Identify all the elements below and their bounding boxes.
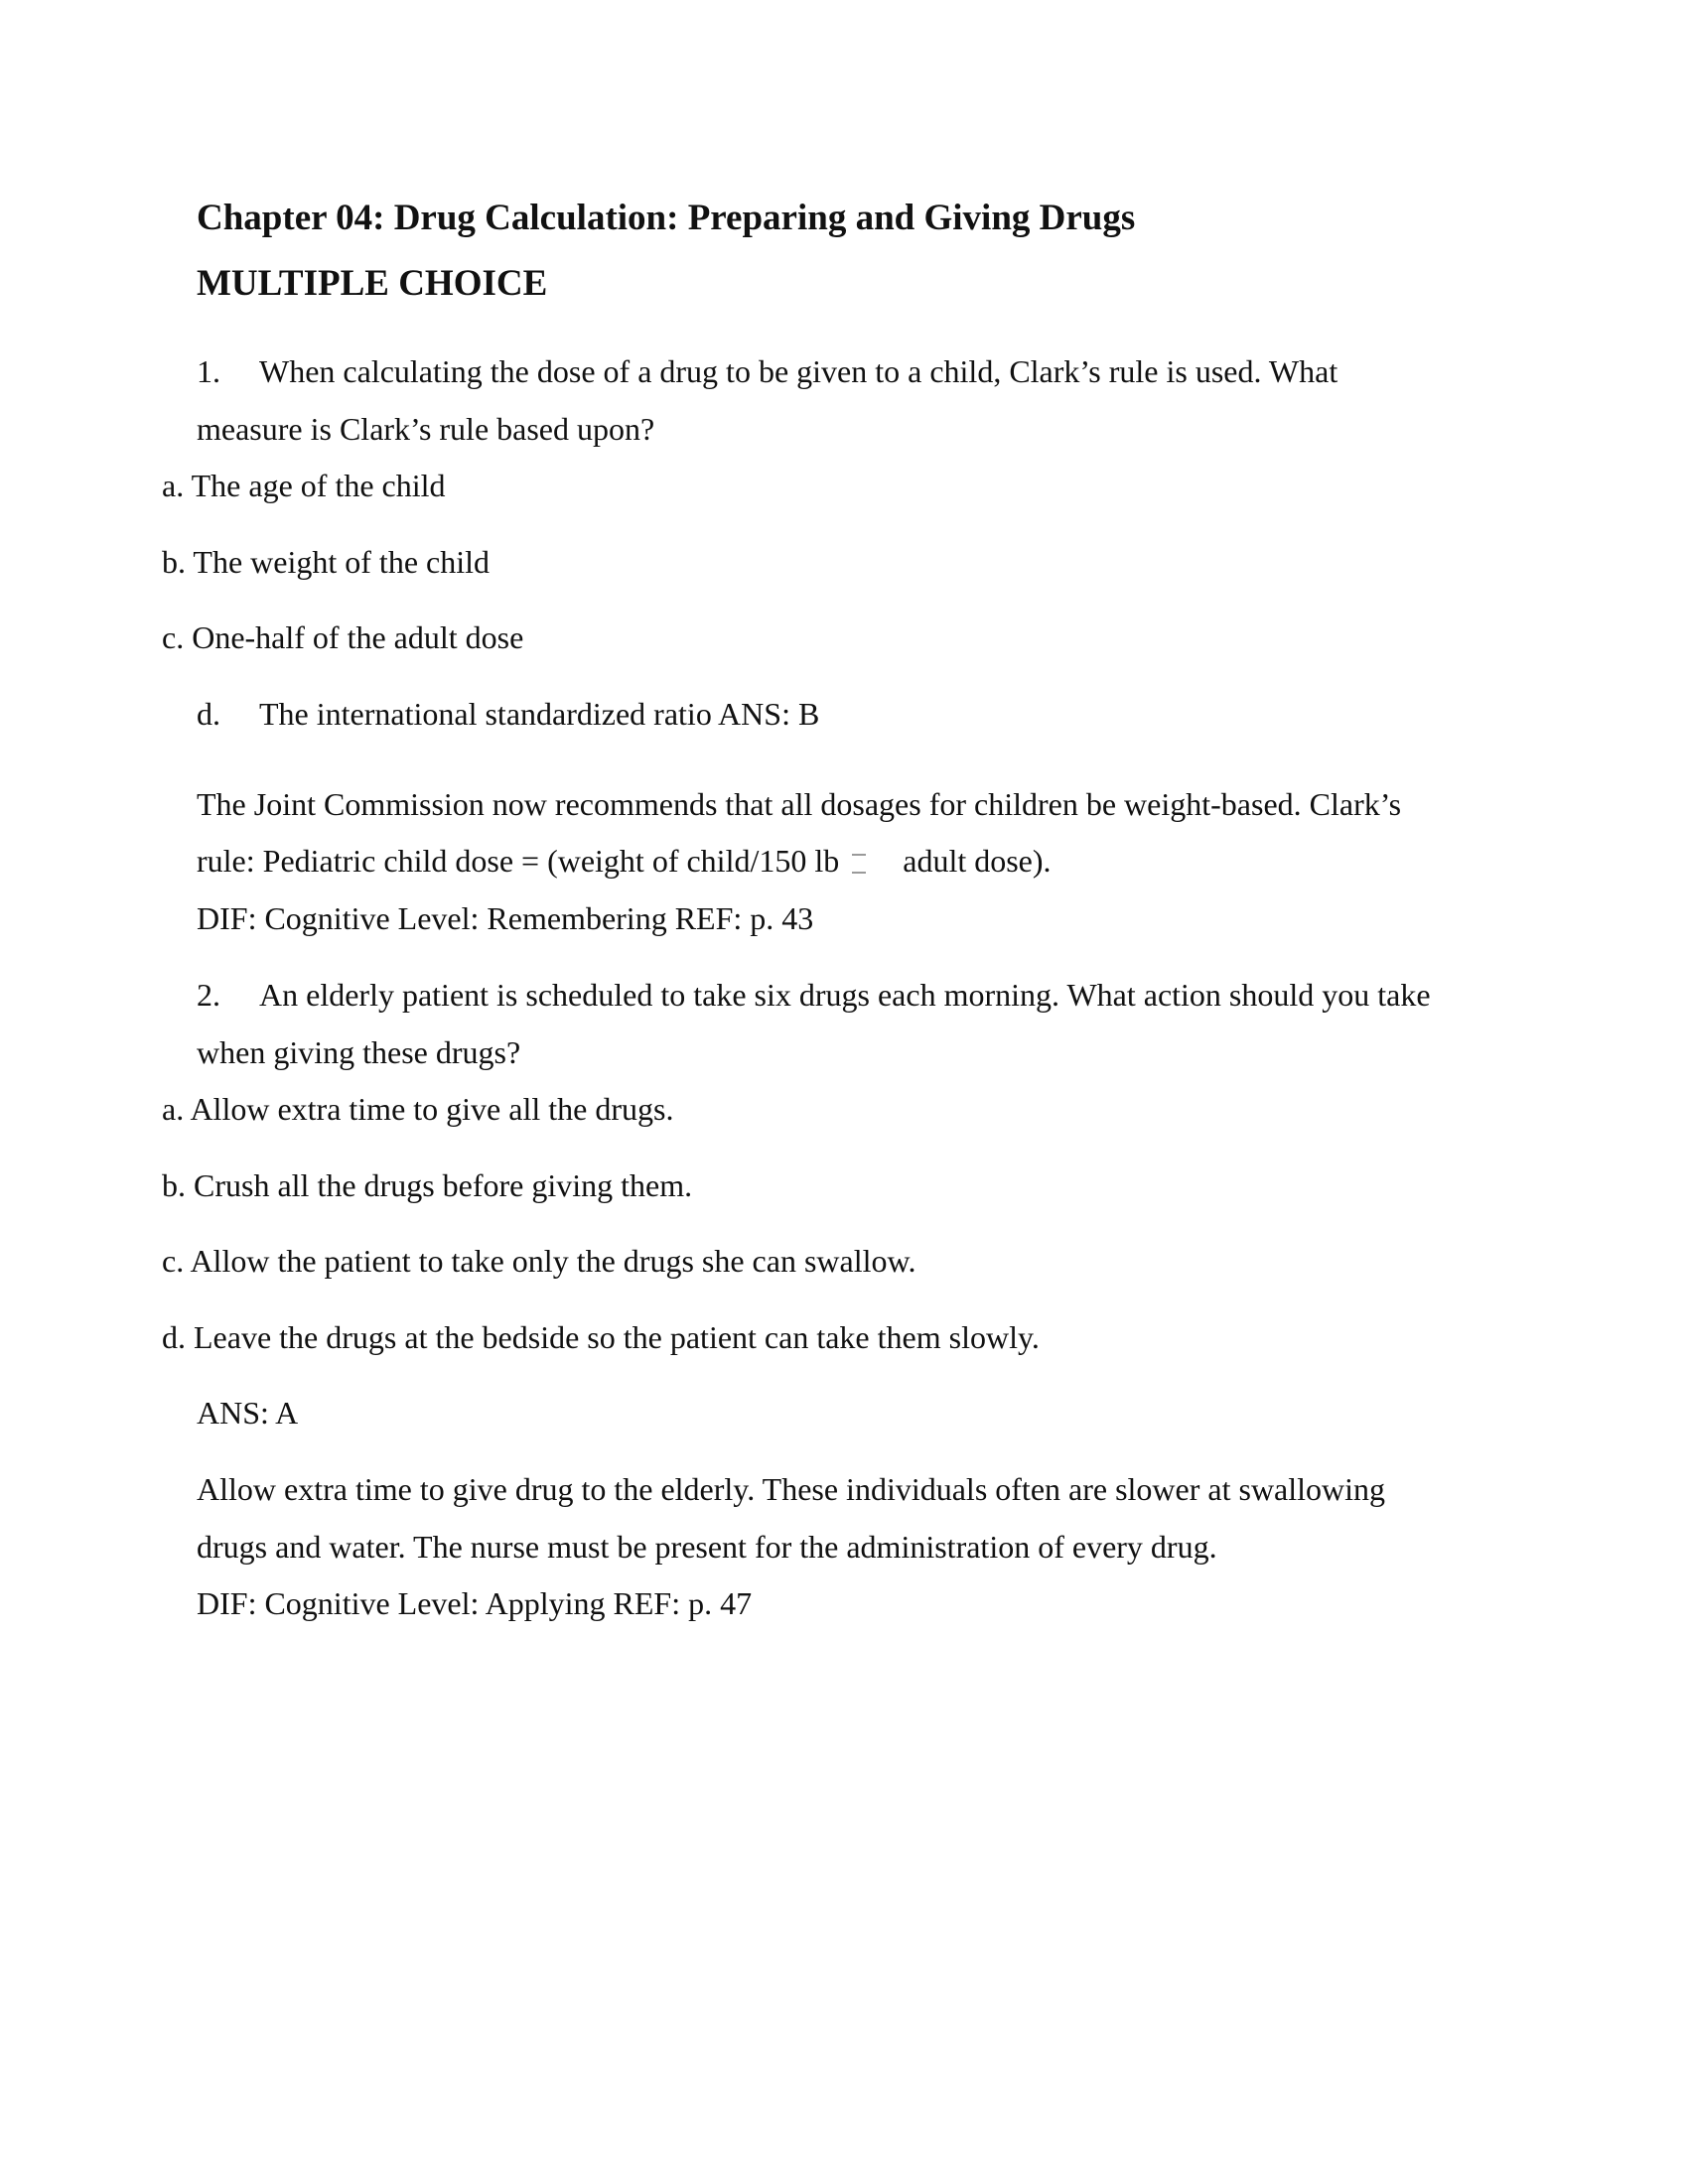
question-1-option-d-text: The international standardized ratio ANS: B xyxy=(259,696,820,732)
question-1-rationale-part-2: adult dose). xyxy=(903,843,1052,879)
question-2-meta: DIF: Cognitive Level: Applying REF: p. 47 xyxy=(197,1585,753,1621)
question-2-rationale-line-1: Allow extra time to give drug to the elderly. These individuals often are slower at swallowing xyxy=(197,1471,1386,1507)
question-1-rationale-line-1: The Joint Commission now recommends that all dosages for children be weight-based. Clark’s xyxy=(197,786,1402,822)
question-2-stem-line-2: when giving these drugs? xyxy=(197,1034,521,1070)
chapter-title: Chapter 04: Drug Calculation: Preparing and Giving Drugs xyxy=(197,198,1136,238)
question-1-stem-text: When calculating the dose of a drug to be given to a child, Clark’s rule is used. What xyxy=(259,353,1338,389)
question-2-rationale-line-2: drugs and water. The nurse must be present for the administration of every drug. xyxy=(197,1529,1217,1565)
question-1-meta: DIF: Cognitive Level: Remembering REF: p. 43 xyxy=(197,900,814,936)
question-2-answer: ANS: A xyxy=(197,1395,299,1431)
question-1-rationale-line-2 xyxy=(197,841,1052,881)
question-1-option-b: b. The weight of the child xyxy=(162,544,490,580)
question-2-option-b: b. Crush all the drugs before giving them. xyxy=(162,1167,693,1203)
question-1-number: 1. xyxy=(197,353,220,389)
question-1-stem-line-2: measure is Clark’s rule based upon? xyxy=(197,411,655,447)
multiply-symbol-icon xyxy=(849,850,871,876)
question-2-number: 2. xyxy=(197,977,220,1013)
question-1-option-d-letter: d. xyxy=(197,696,220,732)
question-2-stem-text: An elderly patient is scheduled to take six drugs each morning. What action should you take xyxy=(259,977,1431,1013)
question-2-option-d: d. Leave the drugs at the bedside so the patient can take them slowly. xyxy=(162,1319,1040,1355)
question-1-option-c: c. One-half of the adult dose xyxy=(162,619,524,655)
question-1-option-a: a. The age of the child xyxy=(162,468,446,503)
question-1-rationale-part-1: rule: Pediatric child dose = (weight of child/150 lb xyxy=(197,843,840,879)
question-2-option-c: c. Allow the patient to take only the drugs she can swallow. xyxy=(162,1243,916,1279)
question-1-option-d xyxy=(197,694,819,734)
question-2-option-a: a. Allow extra time to give all the drugs. xyxy=(162,1091,674,1127)
question-2-stem-line-1 xyxy=(197,975,1431,1015)
question-1-stem-line-1 xyxy=(197,351,1337,391)
section-title: MULTIPLE CHOICE xyxy=(197,263,548,304)
